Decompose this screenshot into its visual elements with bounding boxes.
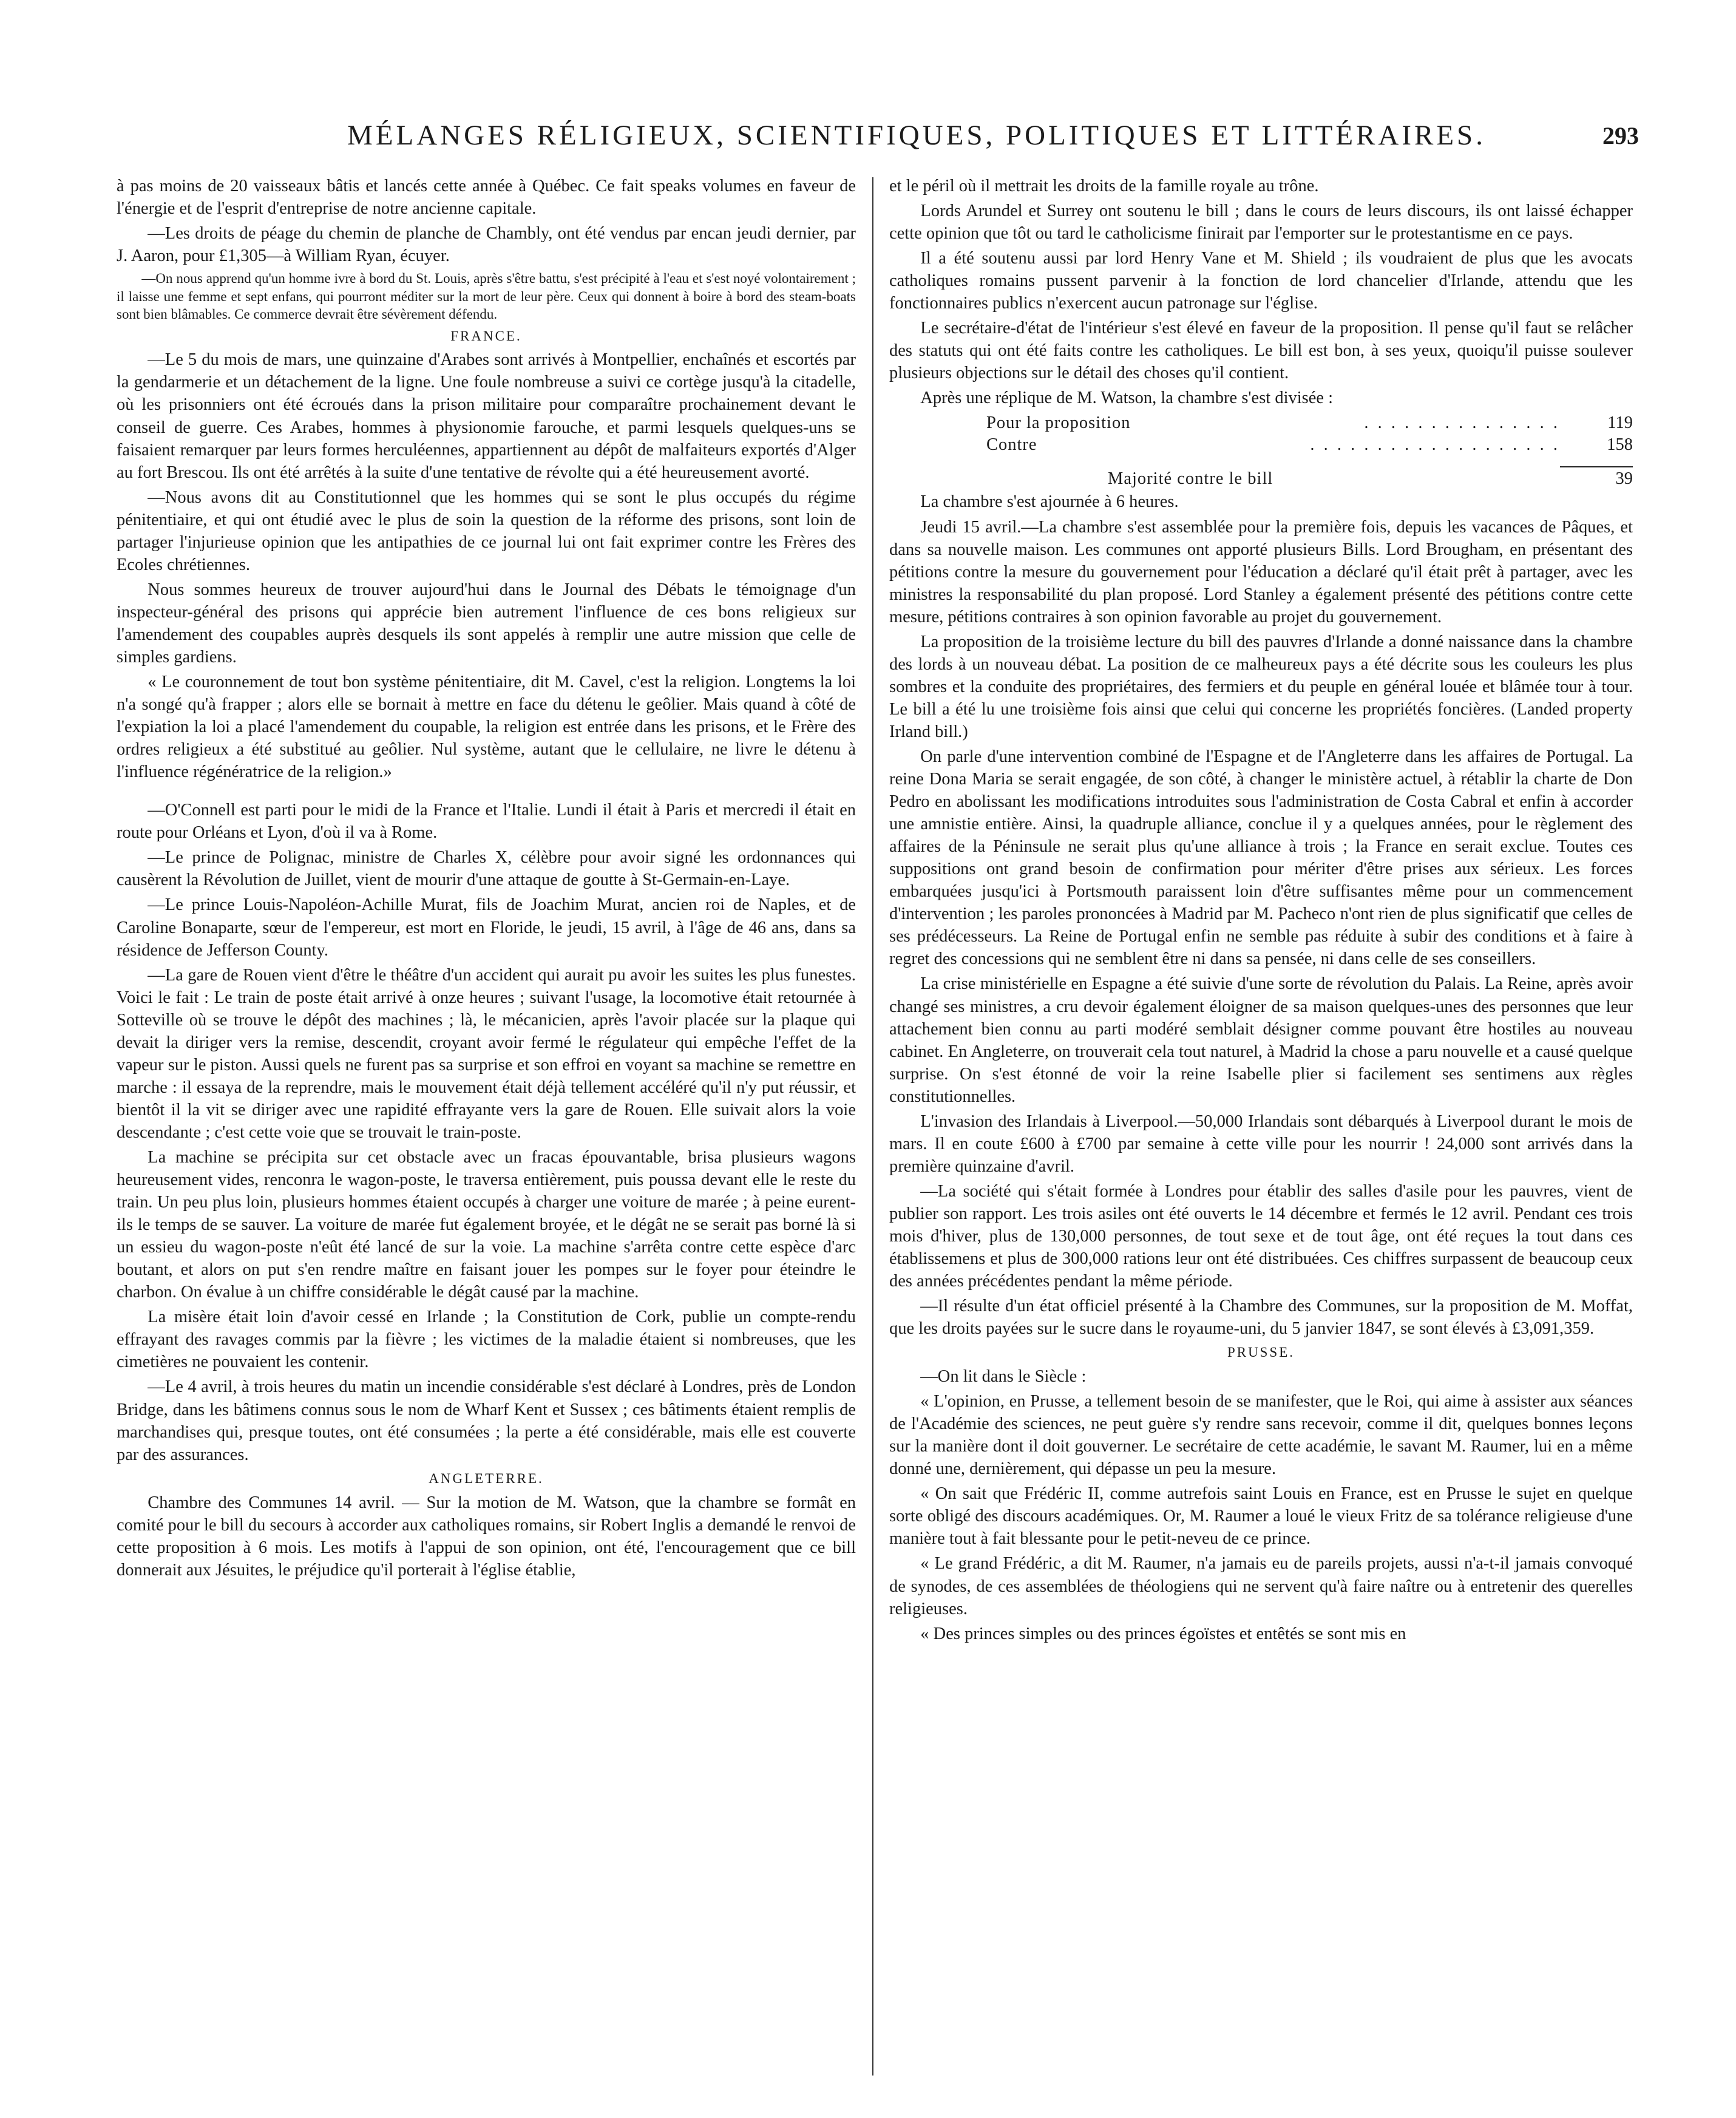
- article-paragraph: —Le 4 avril, à trois heures du matin un incendie considérable s'est déclaré à Londres, près de London Bridge, dans les bâtimens connus sous le nom de Wharf Kent et Sussex ; ces bâtiments étaient remplis de marchandises qui, presque toutes, ont été consumées ; la perte a été considérable, mais elle est couverte par des assurances.: [117, 1377, 856, 1464]
- article-paragraph: Le secrétaire-d'état de l'intérieur s'est élevé en faveur de la proposition. Il pense qu'il faut se relâcher des statuts qui ont été faits contre les catholiques. Le bill est bon, à ses yeux, quoiqu'il puisse soulever plusieurs objections sur le détail des choses qu'il contient.: [889, 319, 1633, 383]
- quote-paragraph: « Des princes simples ou des princes égoïstes et entêtés se sont mis en: [920, 1624, 1406, 1643]
- quote-paragraph: « Le couronnement de tout bon système pénitentiaire, dit M. Cavel, c'est la religion. Longtems la loi n'a songé qu'à frapper ; alors elle se bornait à mettre en face du détenu le geôlier. Mais quand à côté de l'expiation la loi a placé l'amendement du coupable, la religion est entrée dans les prisons, et le Frère des ordres religieux a été substitué au geôlier. Nul système, autant que le cellulaire, ne livre le détenu à l'influence régénératrice de la religion.»: [117, 673, 856, 782]
- section-heading-prusse: PRUSSE.: [1227, 1345, 1295, 1360]
- article-paragraph: —Nous avons dit au Constitutionnel que les hommes qui se sont le plus occupés du régime pénitentiaire, et qui ont étudié avec le plus de soin la question de la réforme des prisons, sont loin de partager l'injurieuse opinion que les antipathies de ce journal lui ont fait exprimer contre les Frères des Ecoles chrétiennes.: [117, 487, 856, 574]
- vote-label: Pour la proposition: [986, 413, 1131, 433]
- leader-dots: . . . . . . . . . . . . . . . . . . .: [1310, 435, 1560, 455]
- article-paragraph: à pas moins de 20 vaisseaux bâtis et lancés cette année à Québec. Ce fait speaks volumes en faveur de l'énergie et de l'esprit d'entreprise de notre ancienne capitale.: [117, 177, 856, 219]
- article-paragraph: —Il résulte d'un état officiel présenté à la Chambre des Communes, sur la proposition de M. Moffat, que les droits payées sur le sucre dans le royaume-uni, du 5 janvier 1847, se sont élevés à £3,091,359.: [889, 1297, 1633, 1339]
- article-paragraph: —Les droits de péage du chemin de planche de Chambly, ont été vendus par encan jeudi dernier, par J. Aaron, pour £1,305—à William Ryan, écuyer.: [117, 224, 856, 266]
- article-paragraph: La crise ministérielle en Espagne a été suivie d'une sorte de révolution du Palais. La Reine, après avoir changé ses ministres, a cru devoir également éloigner de sa maison quelques-unes des personnes que leur attachement bien connu au parti modéré semblait désigner comme pouvant être hostiles au nouveau cabinet. En Angleterre, on trouverait cela tout naturel, à Madrid la chose a paru nouvelle et a causé quelque surprise. On s'est étonné de voir la reine Isabelle plier si facilement ses sentimens aux règles constitutionnelles.: [889, 974, 1633, 1106]
- article-paragraph: —Le prince de Polignac, ministre de Charles X, célèbre pour avoir signé les ordonnances qui causèrent la Révolution de Juillet, vient de mourir d'une attaque de goutte à St-Germain-en-Laye.: [117, 848, 856, 890]
- left-column: [117, 175, 856, 2082]
- article-paragraph: et le péril où il mettrait les droits de la famille royale au trône.: [889, 177, 1319, 195]
- article-paragraph: On parle d'une intervention combiné de l'Espagne et de l'Angleterre dans les affaires de Portugal. La reine Dona Maria se serait engagée, de son côté, à changer le ministère actuel, à rétablir la charte de Don Pedro en abolissant les modifications introduites sous l'administration de Costa Cabral et enfin à accorder une amnistie entière. Ainsi, la quadruple alliance, conclue il y a quelques années, pour le règlement des affaires de la Péninsule ne serait plus qu'une alliance à trois ; la France en serait exclue. Toutes ces suppositions ont grand besoin de confirmation pour mériter d'être prises aux sérieux. Les forces embarquées jusqu'ici à Portsmouth paraissent loin d'être suffisantes même pour un commencement d'intervention ; les paroles prononcées à Madrid par M. Pacheco n'ont rien de plus significatif que celles de ses prédécesseurs. La Reine de Portugal enfin ne semble pas réduite à subir des conditions et à faire à regret des concessions qui ne semblent être ni dans sa pensée, ni dans celle de ses conseillers.: [889, 747, 1633, 969]
- article-paragraph: La machine se précipita sur cet obstacle avec un fracas épouvantable, brisa plusieurs wagons heureusement vides, renconra le wagon-poste, le traversa entièrement, puis poussa devant elle le reste du train. Un peu plus loin, plusieurs hommes étaient occupés à charger une voiture de marée ; à peine eurent-ils le temps de se sauver. La voiture de marée fut également broyée, et le dégât ne se serait pas borné là si un essieu du wagon-poste n'eût été lancé de sur la voie. La machine s'arrêta contre cette espèce d'arc boutant, et alors on put s'en rendre maître en faisant jouer les pompes sur le foyer pour éteindre le charbon. On évalue à un chiffre considérable le dégât causé par la machine.: [117, 1147, 856, 1302]
- article-paragraph: Lords Arundel et Surrey ont soutenu le bill ; dans le cours de leurs discours, ils ont laissé échapper cette opinion que tôt ou tard le catholicisme finirait par l'emporter sur le protestantisme en ce pays.: [889, 202, 1633, 243]
- article-paragraph: —Le prince Louis-Napoléon-Achille Murat, fils de Joachim Murat, ancien roi de Naples, et de Caroline Bonaparte, sœur de l'empereur, est mort en Floride, le jeudi, 15 avril, à l'âge de 46 ans, dans sa résidence de Jefferson County.: [117, 895, 856, 960]
- article-paragraph: —Le 5 du mois de mars, une quinzaine d'Arabes sont arrivés à Montpellier, enchaînés et escortés par la gendarmerie et un détachement de la ligne. Une foule nombreuse a suivi ce cortège jusqu'à la citadelle, où les prisonniers ont été écroués dans la prison militaire pour comparaître prochainement devant le conseil de guerre. Ces Arabes, hommes à physionomie farouche, et parmi lesquels quelques-uns se faisaient remarquer par leurs formes herculéennes, appartiennent au dépôt de malfaiteurs exportés d'Alger au fort Brescou. Ils ont été arrêtés à la suite d'une tentative de révolte qui a été heureusement avorté.: [117, 350, 856, 482]
- vote-count: 39: [1560, 466, 1633, 490]
- article-paragraph: Chambre des Communes 14 avril. — Sur la motion de M. Watson, que la chambre se formât en comité pour le bill du secours à accorder aux catholiques romains, sir Robert Inglis a demandé le renvoi de cette proposition à 6 mois. Les motifs à l'appui de son opinion, ont été, l'encouragement que ce bill donnerait aux Jésuites, le préjudice qu'il porterait à l'église établie,: [117, 1493, 856, 1580]
- article-paragraph: —La société qui s'était formée à Londres pour établir des salles d'asile pour les pauvres, vient de publier son rapport. Les trois asiles ont été ouverts le 14 décembre et fermés le 12 avril. Pendant ces trois mois d'hiver, plus de 130,000 personnes, de tout sexe et de tout âge, ont été reçues la tout dans ces établissemens et plus de 300,000 rations leur ont été distribuées. Ces chiffres surpassent de beaucoup ceux des années précédentes pendant la même période.: [889, 1181, 1633, 1291]
- article-paragraph: Nous sommes heureux de trouver aujourd'hui dans le Journal des Débats le témoignage d'un inspecteur-général des prisons qui apprécie bien autrement l'influence de ces bons religieux sur l'amendement des coupables auprès desquels ils sont appelés à remplir une autre mission que celle de simples gardiens.: [117, 580, 856, 667]
- article-paragraph: —La gare de Rouen vient d'être le théâtre d'un accident qui aurait pu avoir les suites les plus funestes. Voici le fait : Le train de poste était arrivé à onze heures ; suivant l'usage, la locomotive était retournée à Sotteville où se trouve le dépôt des machines ; là, le mécanicien, après l'avoir placée sur la plaque qui devait la diriger vers la remise, descendit, croyant avoir fermé le régulateur qui empêche l'effet de la vapeur sur le piston. Aussi quels ne furent pas sa surprise et son effroi en voyant sa machine se remettre en marche : il essaya de la reprendre, mais le mouvement était déjà tellement accéléré qu'il n'y put réussir, et bientôt il la vit se diriger avec une rapidité effrayante vers la gare de Rouen. Elle suivait alors la voie descendante ; c'est cette voie que se trouvait le train-poste.: [117, 965, 856, 1142]
- article-paragraph: La misère était loin d'avoir cessé en Irlande ; la Constitution de Cork, publie un compte-rendu effrayant des ravages commis par la fièvre ; les victimes de la maladie étaient si nombreuses, que les cimetières ne pouvaient les contenir.: [117, 1308, 856, 1372]
- vote-label: Contre: [986, 435, 1037, 455]
- page-header: [0, 0, 1736, 170]
- vote-count: 158: [1607, 435, 1633, 455]
- article-paragraph: Jeudi 15 avril.—La chambre s'est assemblée pour la première fois, depuis les vacances de Pâques, et dans sa nouvelle maison. Les communes ont apporté plusieurs Bills. Lord Brougham, en présentant des pétitions contre la mesure du gouvernement pour l'éducation a déclaré qu'il était prêt à partager, avec les ministres la responsabilité du plan proposé. Lord Stanley a également présenté des pétitions contre cette mesure, pétitions contraires à son opinion favorable au projet du gouvernement.: [889, 517, 1633, 626]
- article-paragraph: Après une réplique de M. Watson, la chambre s'est divisée :: [920, 389, 1334, 408]
- page-title: MÉLANGES RÉLIGIEUX, SCIENTIFIQUES, POLITIQUES ET LITTÉRAIRES.: [347, 120, 1486, 151]
- leader-dots: . . . . . . . . . . . . . . .: [1364, 413, 1560, 433]
- article-paragraph: L'invasion des Irlandais à Liverpool.—50,000 Irlandais sont débarqués à Liverpool durant le mois de mars. Il en coute £600 à £700 par semaine à cette ville pour les nourrir ! 24,000 sont arrivés dans la première quinzaine d'avril.: [889, 1112, 1633, 1176]
- vote-row-for: [889, 412, 1633, 433]
- quote-paragraph: « L'opinion, en Prusse, a tellement besoin de se manifester, que le Roi, qui aime à assister aux séances de l'Académie des sciences, ne peut guère s'y rendre sans recevoir, comme il dit, quelques bonnes leçons sur la manière dont il doit gouverner. Le secrétaire de cette académie, le savant M. Raumer, lui en a même donné une, dernièrement, qui dépasse un peu la mesure.: [889, 1392, 1633, 1479]
- vote-count: 119: [1607, 413, 1633, 433]
- right-column: [889, 175, 1633, 2082]
- article-paragraph: —O'Connell est parti pour le midi de la France et l'Italie. Lundi il était à Paris et mercredi il était en route pour Orléans et Lyon, d'où il va à Rome.: [117, 801, 856, 843]
- vote-label: Majorité contre le bill: [1108, 469, 1273, 489]
- quote-paragraph: « Le grand Frédéric, a dit M. Raumer, n'a jamais eu de pareils projets, aussi n'a-t-il jamais convoqué de synodes, de ces assemblées de théologiens qui ne servent qu'à faire naître ou à entretenir des querelles religieuses.: [889, 1554, 1633, 1618]
- article-paragraph: —On nous apprend qu'un homme ivre à bord du St. Louis, après s'être battu, s'est précipité à l'eau et s'est noyé volontairement ; il laisse une femme et sept enfans, qui pourront méditer sur la mort de leur père. Ceux qui donnent à boire à bord des steam-boats sont bien blâmables. Ce commerce devrait être sévèrement défendu.: [117, 271, 856, 322]
- column-divider: [872, 177, 873, 2076]
- vote-row-total: [889, 465, 1633, 487]
- vote-row-against: [889, 433, 1633, 455]
- vote-table: [889, 412, 1633, 487]
- article-paragraph: Il a été soutenu aussi par lord Henry Vane et M. Shield ; ils voudraient de plus que les avocats catholiques romains pussent parvenir à la fonction de lord chancelier d'Irlande, attendu que les fonctionnaires publics n'exercent aucun patronage sur l'église.: [889, 249, 1633, 313]
- article-paragraph: La proposition de la troisième lecture du bill des pauvres d'Irlande a donné naissance dans la chambre des lords à un nouveau débat. La position de ce malheureux pays a été décrite sous les couleurs les plus sombres et la conduite des propriétaires, des fermiers et du peuple en général louée et blâmée tour à tour. Le bill a été lu une troisième fois ainsi que celui qui concerne les propriétés foncières. (Landed property Irland bill.): [889, 632, 1633, 741]
- article-paragraph: La chambre s'est ajournée à 6 heures.: [920, 492, 1179, 512]
- quote-paragraph: « On sait que Frédéric II, comme autrefois saint Louis en France, est en Prusse le sujet en quelque sorte obligé des discours académiques. Or, M. Raumer a loué le vieux Fritz de sa tolérance religieuse d'une manière tout à fait blessante pour le petit-neveu de ce prince.: [889, 1484, 1633, 1549]
- article-paragraph: —On lit dans le Siècle :: [920, 1367, 1087, 1387]
- section-heading-france: FRANCE.: [450, 328, 522, 344]
- section-heading-angleterre: ANGLETERRE.: [429, 1470, 544, 1486]
- page-number: 293: [1602, 122, 1639, 149]
